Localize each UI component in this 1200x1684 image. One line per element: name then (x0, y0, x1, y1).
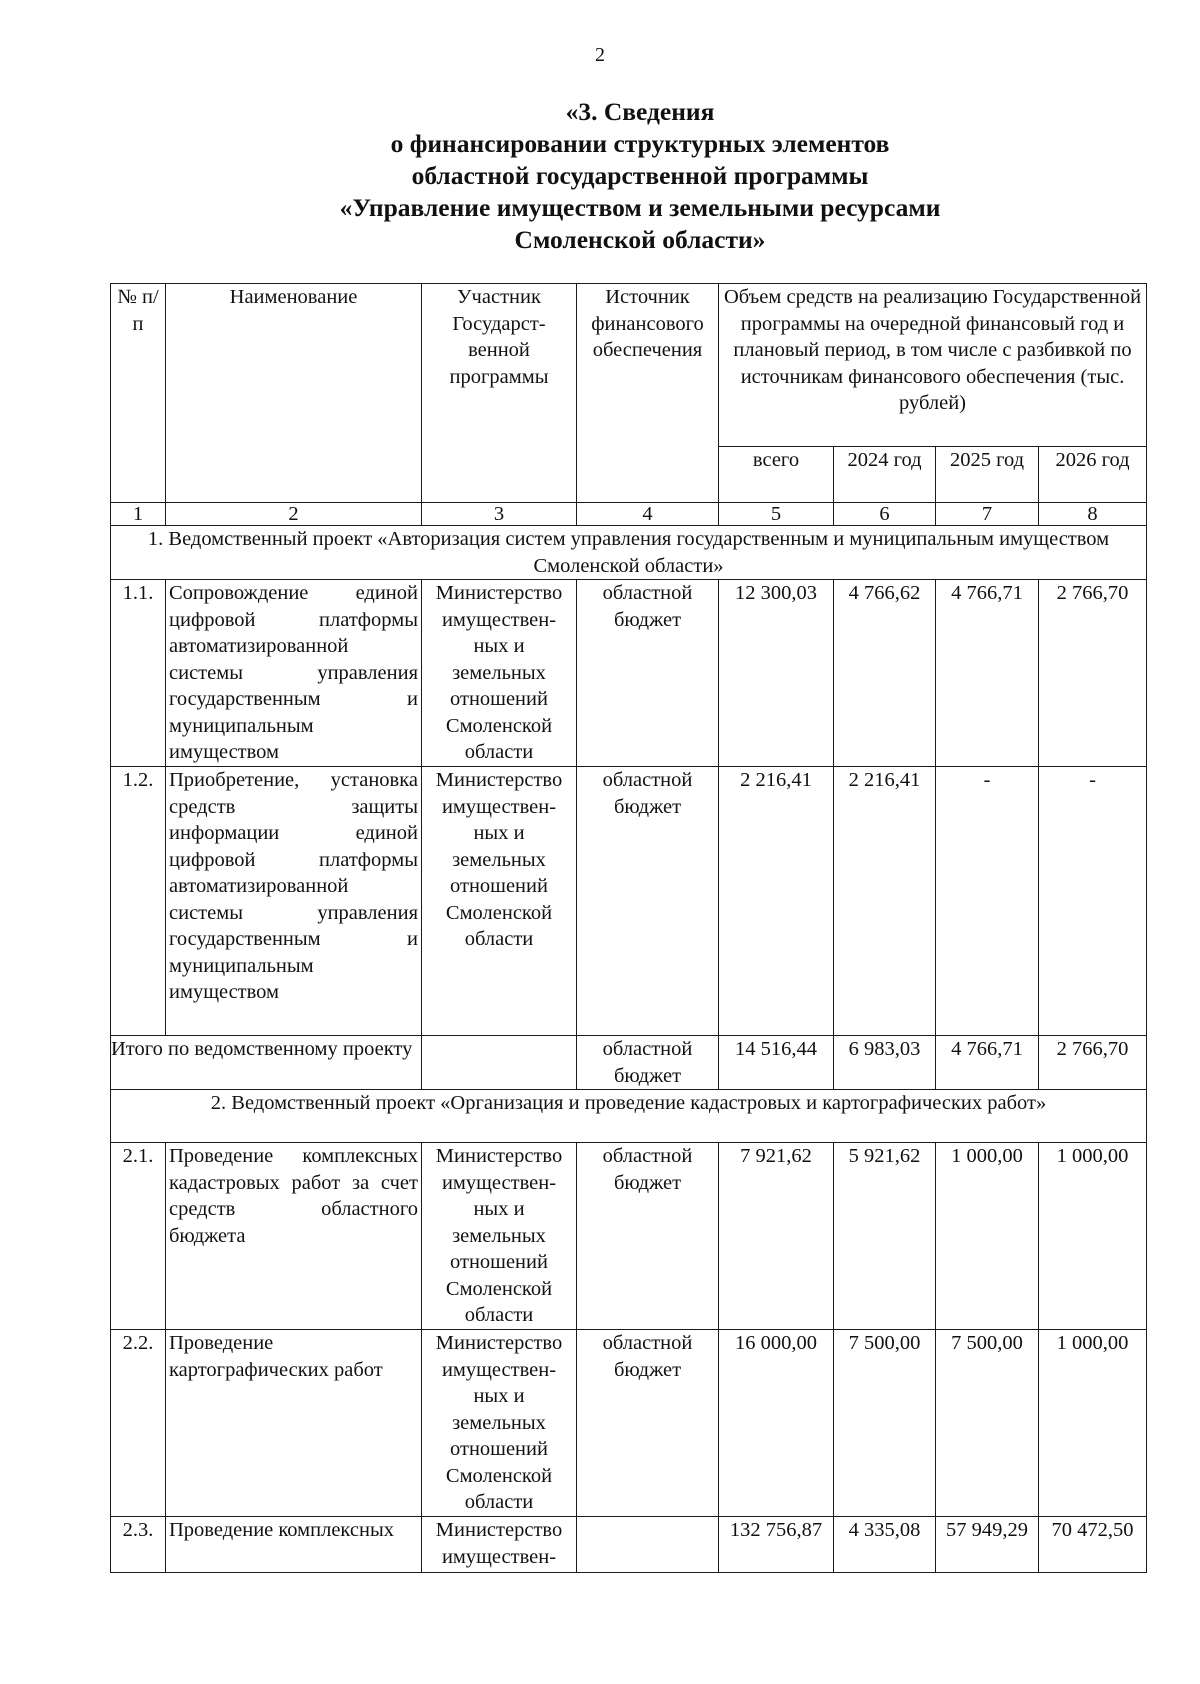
row-source: областной бюджет (577, 580, 719, 767)
column-number: 1 (111, 503, 166, 526)
header-participant: Участник Государст-венной программы (422, 284, 577, 503)
row-source: областной бюджет (577, 767, 719, 1036)
section-title: 2. Ведомственный проект «Организация и проведение кадастровых и картографических работ» (111, 1090, 1147, 1143)
row-source: областной бюджет (577, 1330, 719, 1517)
subtotal-participant (422, 1036, 577, 1090)
column-number: 3 (422, 503, 577, 526)
table-row (111, 580, 1147, 767)
row-2025: 57 949,29 (936, 1517, 1039, 1573)
row-name: Проведение комплексных (166, 1517, 422, 1573)
column-number: 6 (834, 503, 936, 526)
header-row (111, 284, 1147, 447)
title-line: о финансировании структурных элементов (390, 129, 890, 158)
row-source: областной бюджет (577, 1143, 719, 1330)
table-row (111, 1517, 1147, 1573)
row-number: 2.3. (111, 1517, 166, 1573)
header-name: Наименование (166, 284, 422, 503)
header-volume: Объем средств на реализацию Государственной программы на очередной финансовый год и плановый период, в том числе с разбивкой по источникам финансового обеспечения (тыс. рублей) (719, 284, 1147, 447)
row-number: 1.1. (111, 580, 166, 767)
row-number: 2.2. (111, 1330, 166, 1517)
subtotal-row (111, 1036, 1147, 1090)
section-title-row (111, 526, 1147, 580)
row-2026: - (1039, 767, 1147, 1036)
header-2025: 2025 год (936, 447, 1039, 503)
subtotal-source: областной бюджет (577, 1036, 719, 1090)
financing-table (110, 283, 1147, 1573)
row-total: 7 921,62 (719, 1143, 834, 1330)
header-2024: 2024 год (834, 447, 936, 503)
row-name: Приобретение, установка средств защиты информации единой цифровой платформы автоматизированной системы управления государственным и муниципальным имуществом (166, 767, 422, 1036)
row-2024: 2 216,41 (834, 767, 936, 1036)
subtotal-label: Итого по ведомственному проекту (111, 1036, 422, 1090)
row-total: 16 000,00 (719, 1330, 834, 1517)
title-line: Смоленской области» (514, 225, 766, 254)
row-total: 2 216,41 (719, 767, 834, 1036)
row-participant: Министерство имуществен- (422, 1517, 577, 1573)
row-2026: 70 472,50 (1039, 1517, 1147, 1573)
row-2025: 1 000,00 (936, 1143, 1039, 1330)
row-2025: 4 766,71 (936, 580, 1039, 767)
row-total: 132 756,87 (719, 1517, 834, 1573)
subtotal-2026: 2 766,70 (1039, 1036, 1147, 1090)
column-number: 8 (1039, 503, 1147, 526)
column-number-row (111, 503, 1147, 526)
section-title-row (111, 1090, 1147, 1143)
row-number: 2.1. (111, 1143, 166, 1330)
subtotal-2024: 6 983,03 (834, 1036, 936, 1090)
row-2026: 1 000,00 (1039, 1330, 1147, 1517)
table-row (111, 1330, 1147, 1517)
row-name: Проведение картографических работ (166, 1330, 422, 1517)
table-row (111, 1143, 1147, 1330)
header-2026: 2026 год (1039, 447, 1147, 503)
header-total: всего (719, 447, 834, 503)
column-number: 2 (166, 503, 422, 526)
row-participant: Министерство имуществен-ных и земельных отношений Смоленской области (422, 767, 577, 1036)
row-total: 12 300,03 (719, 580, 834, 767)
column-number: 5 (719, 503, 834, 526)
title-line: «3. Сведения (565, 97, 715, 126)
row-2024: 7 500,00 (834, 1330, 936, 1517)
header-num: № п/п (111, 284, 166, 503)
section-title: 1. Ведомственный проект «Авторизация систем управления государственным и муниципальным имуществом Смоленской области» (111, 526, 1147, 580)
row-2024: 5 921,62 (834, 1143, 936, 1330)
title-line: областной государственной программы (411, 161, 869, 190)
document-title (0, 96, 1200, 256)
column-number: 7 (936, 503, 1039, 526)
header-source: Источник финансового обеспечения (577, 284, 719, 503)
row-source (577, 1517, 719, 1573)
row-2024: 4 766,62 (834, 580, 936, 767)
row-2024: 4 335,08 (834, 1517, 936, 1573)
row-2026: 1 000,00 (1039, 1143, 1147, 1330)
row-name: Сопровождение единой цифровой платформы автоматизированной системы управления государственным и муниципальным имуществом (166, 580, 422, 767)
title-line: «Управление имуществом и земельными ресурсами (339, 193, 941, 222)
row-participant: Министерство имуществен-ных и земельных отношений Смоленской области (422, 1330, 577, 1517)
row-2026: 2 766,70 (1039, 580, 1147, 767)
row-name: Проведение комплексных кадастровых работ за счет средств областного бюджета (166, 1143, 422, 1330)
subtotal-total: 14 516,44 (719, 1036, 834, 1090)
row-participant: Министерство имуществен-ных и земельных отношений Смоленской области (422, 580, 577, 767)
subtotal-2025: 4 766,71 (936, 1036, 1039, 1090)
page-number: 2 (595, 44, 605, 66)
table-row (111, 767, 1147, 1036)
row-number: 1.2. (111, 767, 166, 1036)
column-number: 4 (577, 503, 719, 526)
row-participant: Министерство имуществен-ных и земельных отношений Смоленской области (422, 1143, 577, 1330)
row-2025: - (936, 767, 1039, 1036)
row-2025: 7 500,00 (936, 1330, 1039, 1517)
